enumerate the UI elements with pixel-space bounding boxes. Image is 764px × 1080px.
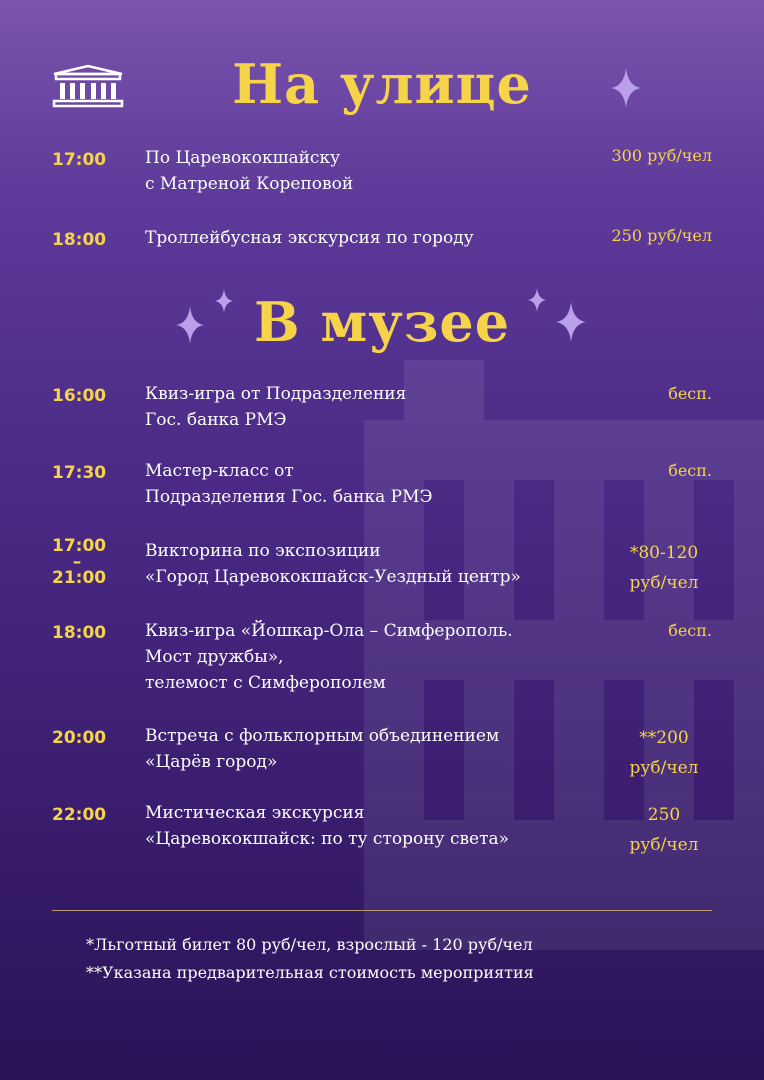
event-title-line: По Царевококшайску <box>145 148 341 168</box>
event-price: 300 руб/чел <box>611 146 712 165</box>
event-time: 17:30 <box>52 463 107 483</box>
event-time-end: 21:00 <box>52 568 107 588</box>
event-title-line: Викторина по экспозиции <box>145 541 381 561</box>
event-price-line: 250 <box>647 805 681 825</box>
event-price: бесп. <box>668 621 712 640</box>
event-time: 17:00 <box>52 150 107 170</box>
event-title-line: «Город Царевококшайск-Уездный центр» <box>145 567 521 587</box>
event-title-line: Мастер-класс от <box>145 461 294 481</box>
event-time-separator: – <box>72 552 82 572</box>
event-time: 18:00 <box>52 623 107 643</box>
street-section-title: На улице <box>232 52 532 116</box>
event-title <box>145 800 615 852</box>
event-title-line: «Царёв город» <box>145 752 278 772</box>
sparkle-icon <box>611 68 641 108</box>
event-title-line: Встреча с фольклорным объединением <box>145 726 500 746</box>
event-title <box>145 538 615 590</box>
event-price <box>604 723 724 783</box>
event-time-start: 17:00 <box>52 536 107 556</box>
footnote-divider <box>52 910 712 911</box>
event-price <box>604 800 724 860</box>
event-title <box>145 618 615 696</box>
event-title-line: Мистическая экскурсия <box>145 803 365 823</box>
event-title-line: Подразделения Гос. банка РМЭ <box>145 487 433 507</box>
event-title-line: Квиз-игра «Йошкар-Ола – Симферополь. <box>145 621 513 641</box>
event-title-line: Гос. банка РМЭ <box>145 410 287 430</box>
event-price-line: руб/чел <box>629 758 699 778</box>
event-title-line: «Царевококшайск: по ту сторону света» <box>145 829 510 849</box>
footnote-discount: *Льготный билет 80 руб/чел, взрослый - 120 руб/чел <box>86 935 533 954</box>
event-time: 20:00 <box>52 728 107 748</box>
event-time: 22:00 <box>52 805 107 825</box>
event-price-line: **200 <box>639 728 689 748</box>
event-price-line: руб/чел <box>629 573 699 593</box>
event-price-line: *80-120 <box>629 543 699 563</box>
event-title-line: с Матреной Кореповой <box>145 174 354 194</box>
event-time: 16:00 <box>52 386 107 406</box>
event-title <box>145 723 615 775</box>
event-time-range <box>52 536 107 588</box>
event-title-line: телемост с Симферополем <box>145 673 386 693</box>
event-price <box>604 538 724 598</box>
event-title <box>145 381 615 433</box>
event-title <box>145 458 615 510</box>
event-title <box>145 145 615 197</box>
event-price-line: руб/чел <box>629 835 699 855</box>
event-price: бесп. <box>668 384 712 403</box>
event-price: 250 руб/чел <box>611 226 712 245</box>
museum-section-title: В музее <box>253 290 511 354</box>
event-time: 18:00 <box>52 230 107 250</box>
event-title <box>145 225 615 251</box>
event-price: бесп. <box>668 461 712 480</box>
event-title-line: Мост дружбы», <box>145 647 284 667</box>
event-title-line: Троллейбусная экскурсия по городу <box>145 228 474 248</box>
event-title-line: Квиз-игра от Подразделения <box>145 384 407 404</box>
footnote-preliminary-price: **Указана предварительная стоимость мероприятия <box>86 963 534 982</box>
